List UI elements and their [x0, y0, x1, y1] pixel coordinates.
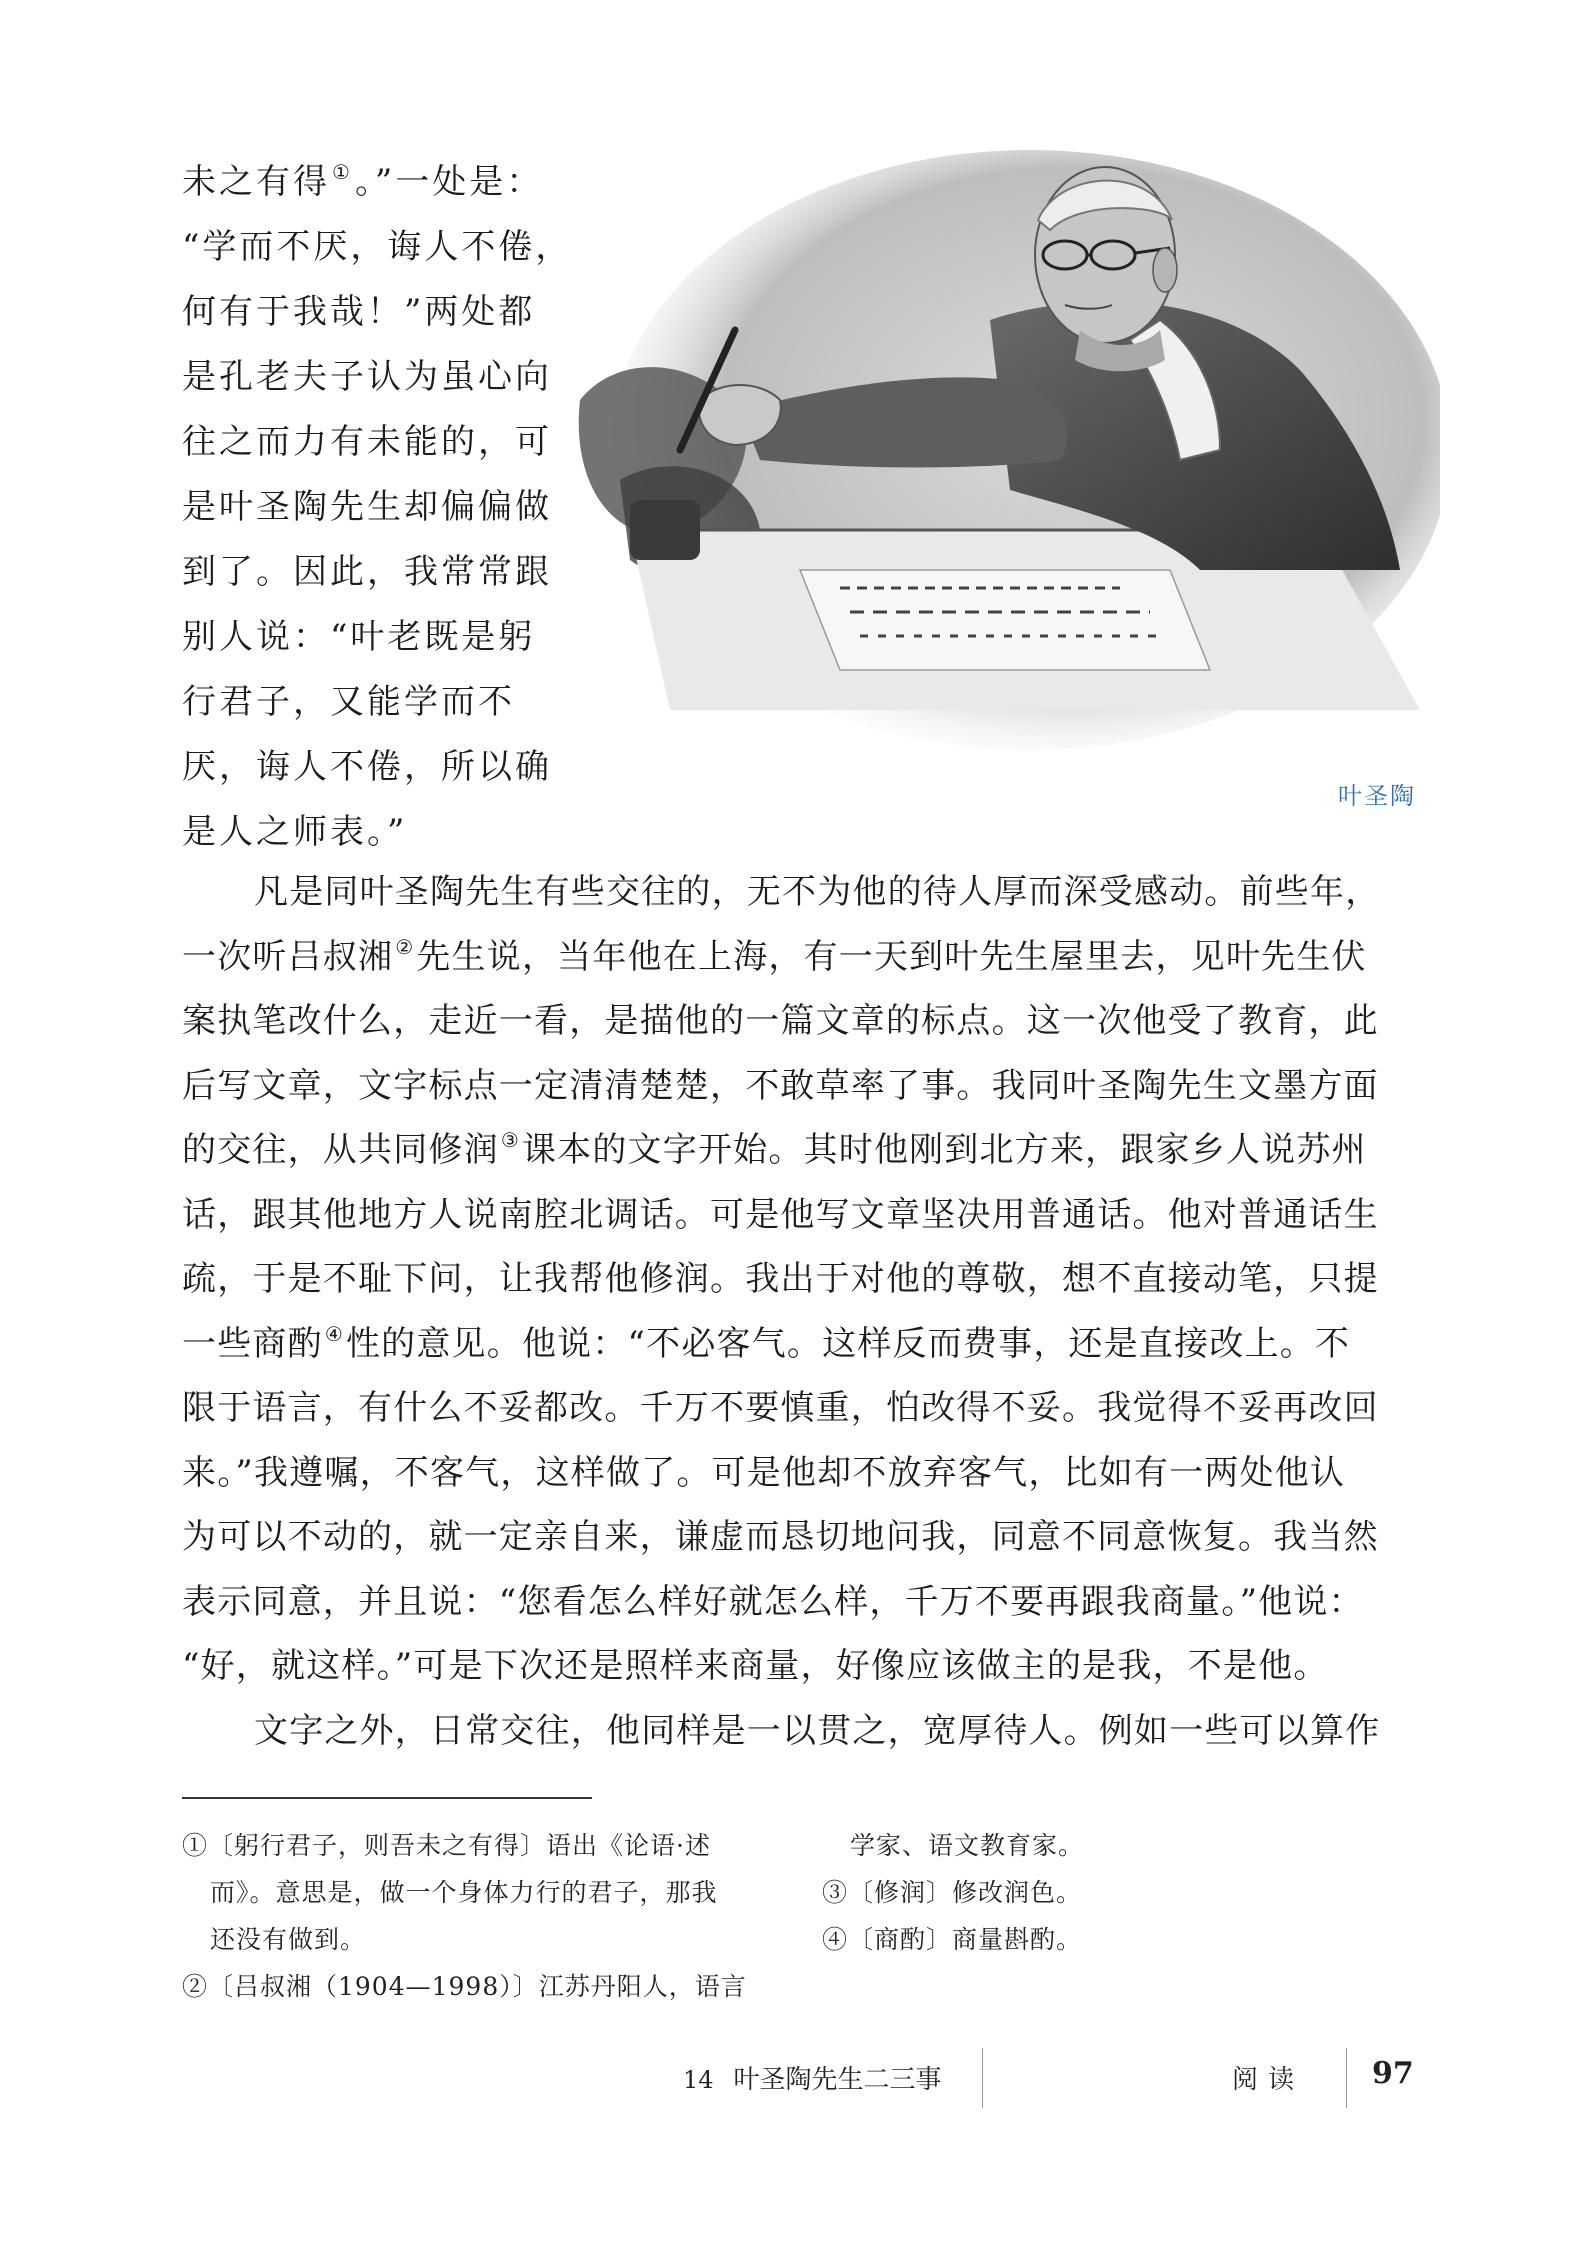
- paragraph-line: 的交往，从共同修润 ③课本的文字开始。其时他刚到北方来，跟家乡人说苏州: [182, 1128, 1367, 1170]
- footer-divider: [1346, 2048, 1347, 2108]
- footnote-2: ②〔吕叔湘（1904—1998）〕江苏丹阳人，语言: [182, 1972, 747, 2001]
- footnote-ref[interactable]: ③: [500, 1128, 520, 1152]
- text-line: 何有于我哉！”两处都: [182, 292, 536, 332]
- footer-section: 阅读: [1232, 2065, 1305, 2095]
- text-line: 别人说：“叶老既是躬: [182, 617, 536, 657]
- footnote-2-cont: 学家、语文教育家。: [850, 1831, 1085, 1860]
- footer-divider: [982, 2048, 983, 2108]
- text-line: 往之而力有未能的，可: [182, 422, 552, 462]
- text-line: 是孔老夫子认为虽心向: [182, 357, 552, 397]
- page-number: 97: [1372, 2056, 1414, 2091]
- body-text: [182, 860, 1422, 1763]
- paragraph-line: 案执笔改什么，走近一看，是描他的一篇文章的标点。这一次他受了教育，此: [182, 1001, 1379, 1041]
- chapter-title: 叶圣陶先生二三事: [733, 2065, 942, 2095]
- footnote-4: ④〔商酌〕商量斟酌。: [822, 1925, 1083, 1954]
- paragraph-line: 来。”我遵嘱，不客气，这样做了。可是他却不放弃客气，比如有一两处他认: [182, 1452, 1346, 1493]
- paragraph-line: 话，跟其他地方人说南腔北调话。可是他写文章坚决用普通话。他对普通话生: [182, 1194, 1379, 1235]
- footnote-divider: [182, 1797, 592, 1799]
- footnote-1-cont: 而》。意思是，做一个身体力行的君子，那我: [210, 1878, 718, 1907]
- paragraph-line: 表示同意，并且说：“您看怎么样好就怎么样，千万不要再跟我商量。”他说：: [182, 1581, 1364, 1622]
- portrait-illustration: [560, 150, 1440, 790]
- text-line: 是叶圣陶先生却偏偏做: [182, 487, 552, 527]
- footnote-ref[interactable]: ④: [324, 1321, 344, 1346]
- footnotes-column-left: [182, 1822, 772, 2010]
- footnote-ref[interactable]: ②: [395, 934, 415, 959]
- paragraph-line: 为可以不动的，就一定亲自来，谦虚而恳切地问我，同意不同意恢复。我当然: [182, 1517, 1379, 1557]
- text-line: 是人之师表。”: [182, 812, 408, 852]
- footnote-1: ①〔躬行君子，则吾未之有得〕语出《论语·述: [182, 1831, 711, 1860]
- footnote-1-cont: 还没有做到。: [210, 1925, 367, 1954]
- paragraph-line: 凡是同叶圣陶先生有些交往的，无不为他的待人厚而深受感动。前些年，: [254, 872, 1381, 912]
- paragraph-line: 后写文章，文字标点一定清清楚楚，不敢草率了事。我同叶圣陶先生文墨方面: [182, 1065, 1379, 1106]
- footnote-ref[interactable]: ①: [332, 160, 353, 184]
- paragraph-line: “好，就这样。”可是下次还是照样来商量，好像应该做主的是我，不是他。: [182, 1646, 1329, 1686]
- footnotes-column-right: [822, 1822, 1422, 1963]
- chapter-number: 14: [683, 2066, 714, 2094]
- paragraph-line: 限于语言，有什么不妥都改。千万不要慎重，怕改得不妥。我觉得不妥再改回: [182, 1388, 1379, 1428]
- text-line: 行君子，又能学而不: [182, 682, 515, 722]
- paragraph-line: 一次听吕叔湘 ②先生说，当年他在上海，有一天到叶先生屋里去，见叶先生伏: [182, 934, 1367, 977]
- illustration-caption: 叶圣陶: [1338, 782, 1416, 810]
- text-line: 到了。因此，我常常跟: [182, 552, 552, 592]
- paragraph-line: 一些商酌 ④性的意见。他说：“不必客气。这样反而费事，还是直接改上。不: [182, 1321, 1351, 1364]
- text-line: 未之有得 ①。”一处是：: [182, 160, 544, 202]
- paragraph-line: 疏，于是不耻下问，让我帮他修润。我出于对他的尊敬，想不直接动笔，只提: [182, 1259, 1379, 1299]
- text-line: “学而不厌，诲人不倦，: [182, 227, 573, 267]
- text-line: 厌，诲人不倦，所以确: [182, 747, 552, 787]
- intro-column: [182, 150, 573, 865]
- footnote-3: ③〔修润〕修改润色。: [822, 1878, 1083, 1907]
- footer-chapter: [683, 2059, 942, 2096]
- paragraph-line: 文字之外，日常交往，他同样是一以贯之，宽厚待人。例如一些可以算作: [254, 1710, 1381, 1751]
